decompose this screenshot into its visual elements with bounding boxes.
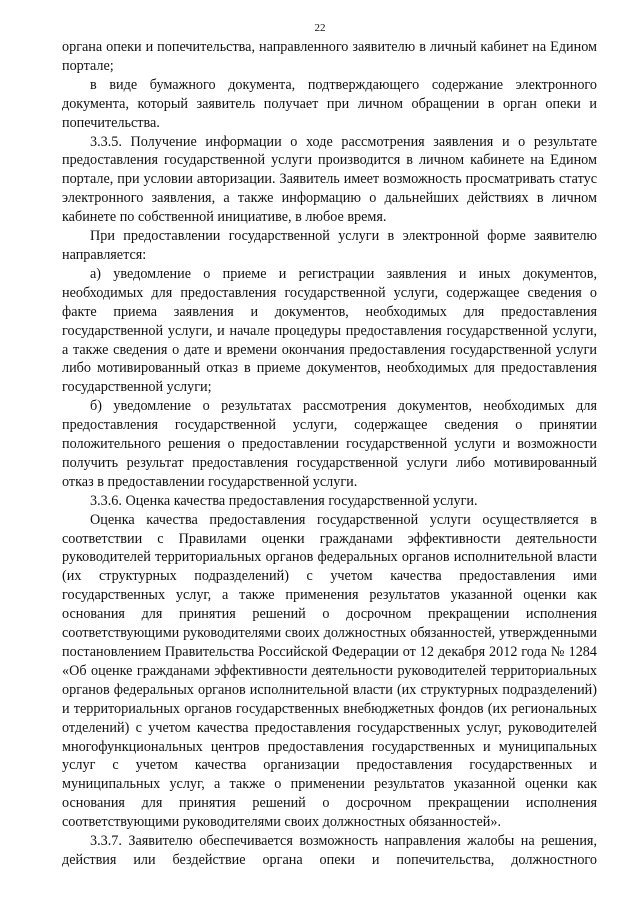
paragraph-3-3-6-heading: 3.3.6. Оценка качества предоставления государственной услуги. — [90, 492, 478, 509]
document-body — [62, 38, 597, 870]
paragraph-notifications-intro: При предоставлении государственной услуги в электронной форме заявителю направляется: — [62, 228, 597, 263]
paragraph-3-3-7: 3.3.7. Заявителю обеспечивается возможность направления жалобы на решения, действия или бездействие органа опеки и попечительства, должностного — [62, 833, 597, 868]
paragraph-paper-document: в виде бумажного документа, подтверждающего содержание электронного документа, который заявитель получает при личном обращении в орган опеки и попечительства. — [62, 76, 597, 131]
page-number: 22 — [314, 22, 326, 34]
paragraph-item-b: б) уведомление о результатах рассмотрения документов, необходимых для предоставления государственной услуги, содержащее сведения о принятии положительного решения о предоставлении государственной услуги и возможности получить результат предоставления государственной услуги либо мотивированный отказ в предоставлении государственной услуги. — [62, 398, 597, 490]
paragraph-item-a: а) уведомление о приеме и регистрации заявления и иных документов, необходимых для предоставления государственной услуги, содержащее сведения о факте приема заявления и документов, необходимых для предоставления государственной услуги, и начале процедуры предоставления государственной услуги, а также сведения о дате и времени окончания предоставления государственной услуги либо мотивированный отказ в приеме документов, необходимых для предоставления государственной услуги; — [62, 265, 597, 396]
paragraph-continuation: органа опеки и попечительства, направленного заявителю в личный кабинет на Едином портале; — [62, 39, 597, 74]
paragraph-quality-assessment: Оценка качества предоставления государственной услуги осуществляется в соответствии с Правилами оценки гражданами эффективности деятельности руководителей территориальных органов федеральных органов исполнительной власти (их структурных подразделений) с учетом качества предоставления ими государственных услуг, а также применения результатов указанной оценки как основания для принятия решений о досрочном прекращении исполнения соответствующими руководителями своих должностных обязанностей, утвержденными постановлением Правительства Российской Федерации от 12 декабря 2012 года № 1284 «Об оценке гражданами эффективности деятельности руководителей территориальных органов федеральных органов исполнительной власти (их структурных подразделений) и территориальных органов государственных внебюджетных фондов (их региональных отделений) с учетом качества предоставления государственных услуг, руководителей многофункциональных центров предоставления государственных и муниципальных услуг с учетом качества организации предоставления государственных и муниципальных услуг, а также о применении результатов указанной оценки как основания для принятия решений о досрочном прекращении исполнения соответствующими руководителями своих должностных обязанностей». — [62, 511, 597, 831]
paragraph-3-3-5: 3.3.5. Получение информации о ходе рассмотрения заявления и о результате предоставления государственной услуги производится в личном кабинете на Едином портале, при условии авторизации. Заявитель имеет возможность просматривать статус электронного заявления, а также информацию о дальнейших действиях в личном кабинете по собственной инициативе, в любое время. — [62, 133, 597, 226]
